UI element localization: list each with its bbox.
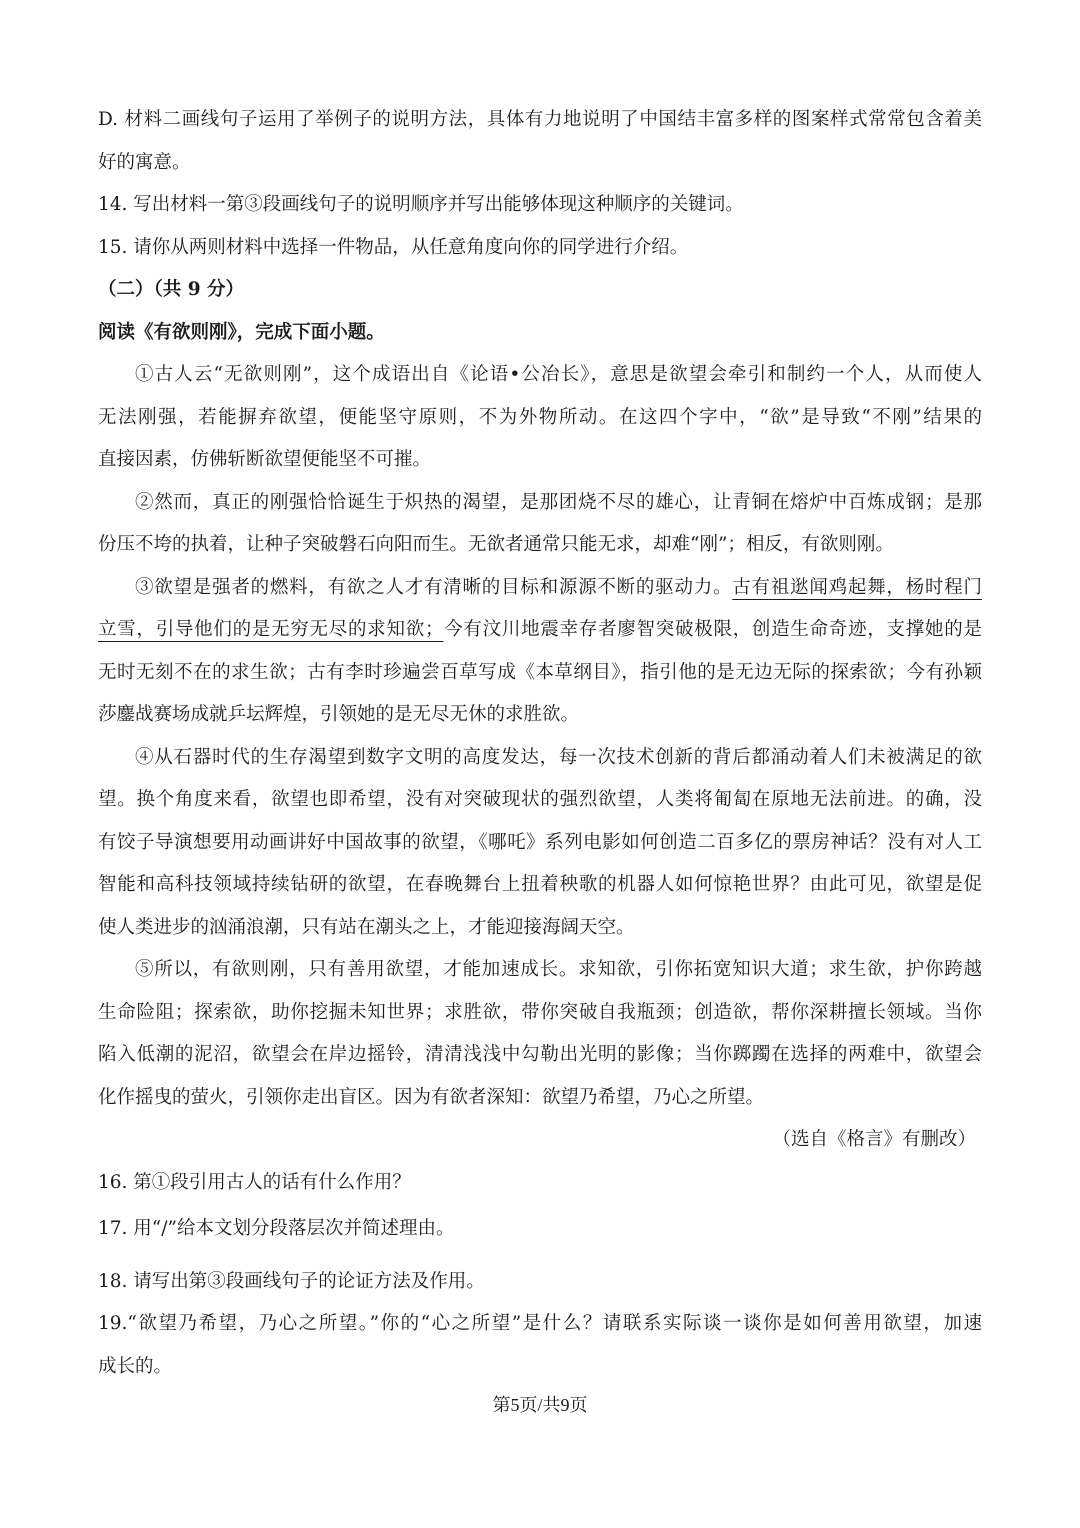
text-line: ①古人云“无欲则刚”，这个成语出自《论语•公冶长》，意思是欲望会牵引和制约一个人，从而使人	[135, 364, 982, 385]
text-line: 陷入低潮的泥沼，欲望会在岸边摇铃，清清浅浅中勾勒出光明的影像；当你踯躅在选择的两难中，欲望会	[98, 1044, 982, 1065]
text-line: 智能和高科技领域持续钻研的欲望，在春晚舞台上扭着秧歌的机器人如何惊艳世界？由此可见，欲望是促	[98, 874, 982, 895]
text-line: 直接因素，仿佛斩断欲望便能坚不可摧。	[98, 449, 432, 470]
underlined-sentence: 立雪，引导他们的是无穷无尽的求知欲；	[98, 619, 444, 640]
text-segment: ③欲望是强者的燃料，有欲之人才有清晰的目标和源源不断的驱动力。	[135, 576, 733, 598]
text-line	[98, 609, 982, 652]
text-line	[98, 567, 982, 610]
question-13-option-d	[98, 99, 982, 184]
article-paragraph-5	[98, 949, 982, 1119]
question-16: 16. 第①段引用古人的话有什么作用？	[98, 1171, 411, 1193]
question-19	[98, 1303, 982, 1388]
underlined-sentence: 古有祖逖闻鸡起舞，杨时程门	[732, 576, 982, 598]
text-line: ②然而，真正的刚强恰恰诞生于炽热的渴望，是那团烧不尽的雄心，让青铜在熔炉中百炼成钢；是那	[135, 491, 982, 513]
article-paragraph-2	[98, 482, 982, 567]
section-heading: （二）（共 9 分）	[98, 279, 245, 300]
questions	[98, 1162, 982, 1389]
article-paragraph-3	[98, 567, 982, 737]
text-line: 无法刚强，若能摒弃欲望，便能坚守原则，不为外物所动。在这四个字中，“欲”是导致“不刚”结果的	[98, 406, 982, 428]
option-d-line: D. 材料二画线句子运用了举例子的说明方法，具体有力地说明了中国结丰富多样的图案样式常常包含着美	[98, 109, 982, 130]
text-line: 生命险阻；探索欲，助你挖掘未知世界；求胜欲，带你突破自我瓶颈；创造欲，帮你深耕擅长领域。当你	[98, 1001, 982, 1023]
text-line: 无时无刻不在的求生欲；古有李时珍遍尝百草写成《本草纲目》，指引他的是无边无际的探索欲；今有孙颖	[98, 661, 982, 683]
text-line: 使人类进步的汹涌浪潮，只有站在潮头之上，才能迎接海阔天空。	[98, 916, 635, 938]
text-segment: 今有汶川地震幸存者廖智突破极限，创造生命奇迹，支撑她的是	[443, 619, 982, 640]
text-line: ⑤所以，有欲则刚，只有善用欲望，才能加速成长。求知欲，引你拓宽知识大道；求生欲，护你跨越	[135, 959, 982, 980]
exam-page-content	[98, 99, 982, 1388]
article-source: （选自《格言》有删改）	[772, 1129, 976, 1150]
text-line: 莎鏖战赛场成就乒坛辉煌，引领她的是无尽无休的求胜欲。	[98, 704, 580, 725]
option-d-line: 好的寓意。	[98, 151, 191, 173]
text-line: 望。换个角度来看，欲望也即希望，没有对突破现状的强烈欲望，人类将匍匐在原地无法前进。的确，没	[98, 789, 982, 810]
question-19-line: 19.“欲望乃希望，乃心之所望。”你的“心之所望”是什么？请联系实际谈一谈你是如何善用欲望，加速	[98, 1313, 982, 1334]
article-paragraph-1	[98, 354, 982, 482]
page-footer: 第5页/共9页	[492, 1395, 588, 1415]
reading-instruction: 阅读《有欲则刚》，完成下面小题。	[98, 321, 385, 343]
question-14: 14. 写出材料一第③段画线句子的说明顺序并写出能够体现这种顺序的关键词。	[98, 194, 744, 215]
question-17: 17. 用“/”给本文划分段落层次并简述理由。	[98, 1218, 455, 1239]
question-15: 15. 请你从两则材料中选择一件物品，从任意角度向你的同学进行介绍。	[98, 236, 689, 258]
article	[98, 354, 982, 1162]
text-line: 有饺子导演想要用动画讲好中国故事的欲望，《哪吒》系列电影如何创造二百多亿的票房神话？没有对人工	[98, 831, 982, 853]
text-line: 化作摇曳的萤火，引领你走出盲区。因为有欲者深知：欲望乃希望，乃心之所望。	[98, 1086, 765, 1108]
question-19-line: 成长的。	[98, 1355, 173, 1377]
text-line: ④从石器时代的生存渴望到数字文明的高度发达，每一次技术创新的背后都涌动着人们未被满足的欲	[135, 746, 982, 768]
article-paragraph-4	[98, 737, 982, 950]
question-18: 18. 请写出第③段画线句子的论证方法及作用。	[98, 1270, 485, 1292]
text-line: 份压不垮的执着，让种子突破磐石向阳而生。无欲者通常只能无求，却难“刚”；相反，有欲则刚。	[98, 534, 894, 555]
